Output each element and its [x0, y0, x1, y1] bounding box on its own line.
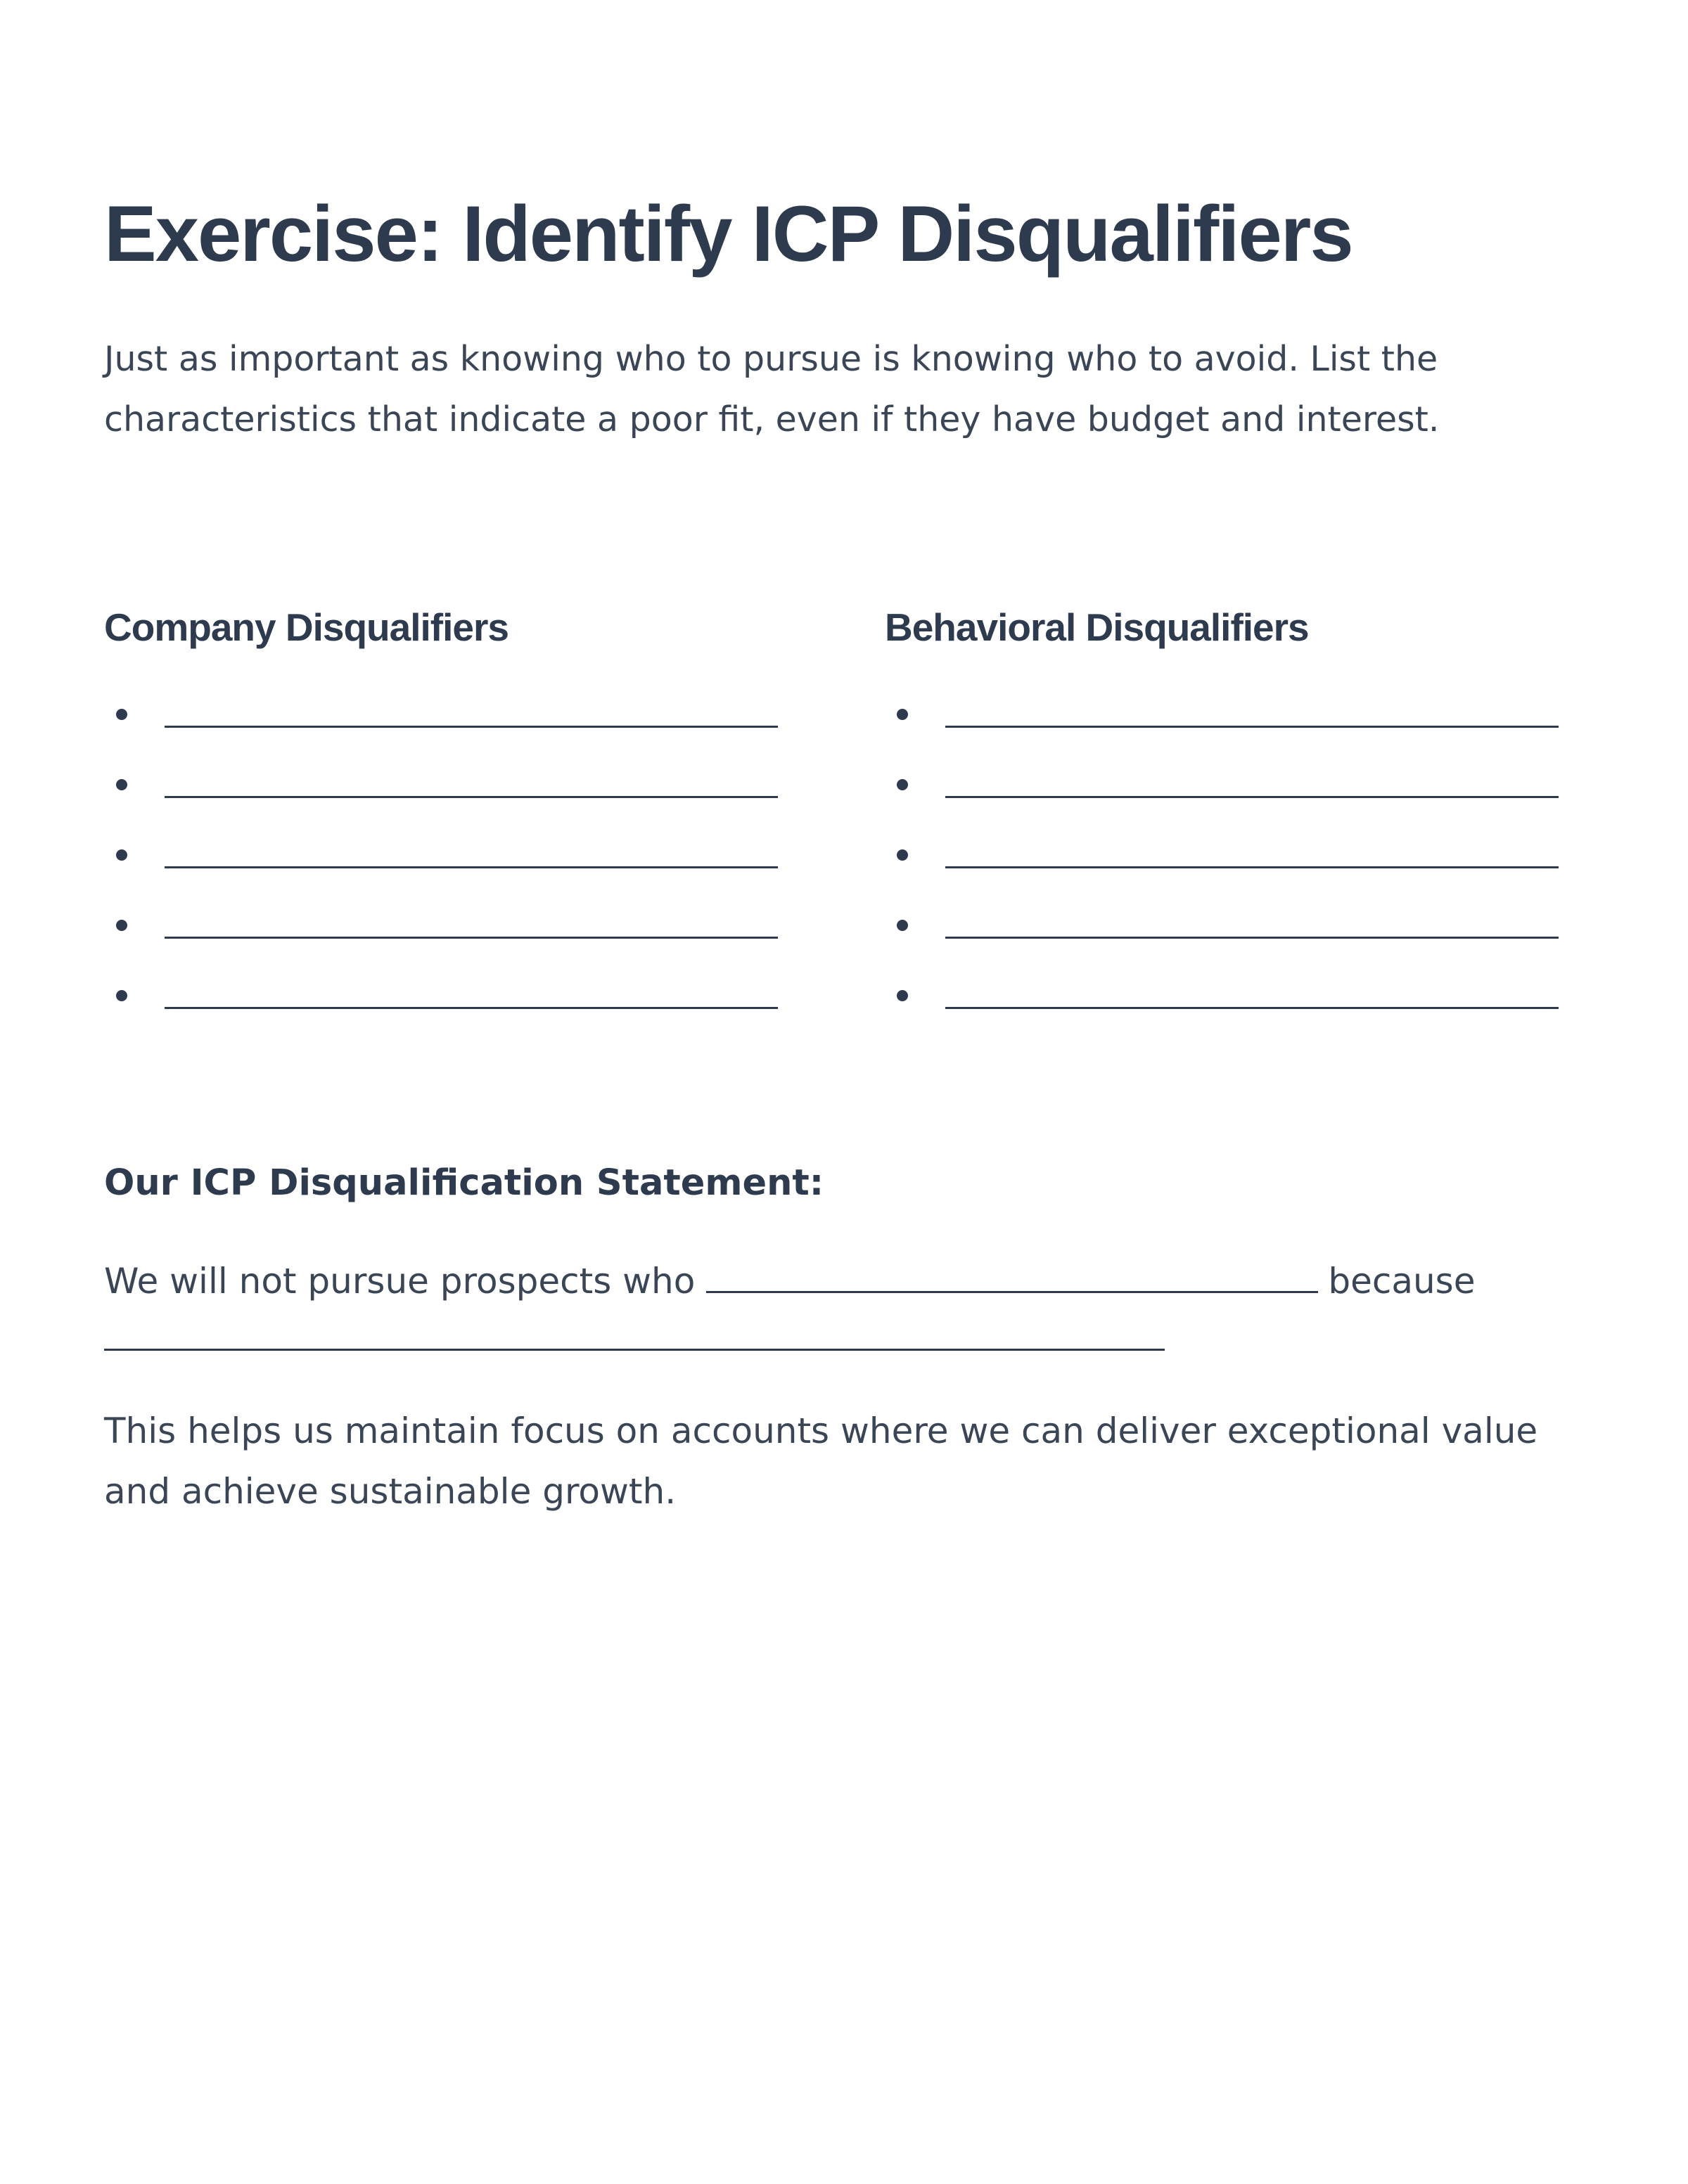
fill-in-blank-line[interactable] [945, 726, 1559, 728]
bullet-icon [897, 709, 908, 720]
list-item [104, 752, 779, 823]
list-item [104, 893, 779, 963]
fill-in-blank-reason[interactable] [104, 1349, 1165, 1351]
list-item [885, 823, 1560, 893]
intro-paragraph: Just as important as knowing who to pursue is knowing who to avoid. List the characteristics that indicate a poor fit, even if they have budget and interest. [104, 339, 1440, 439]
fill-in-blank-line[interactable] [945, 796, 1559, 798]
closing-paragraph: This helps us maintain focus on accounts where we can deliver exceptional value and achieve sustainable growth. [104, 1411, 1538, 1512]
list-item [885, 963, 1560, 1034]
fill-in-blank-line[interactable] [945, 937, 1559, 939]
behavioral-disqualifiers-list [885, 682, 1560, 1034]
bullet-icon [116, 849, 127, 861]
fill-in-blank-line[interactable] [165, 937, 778, 939]
list-item [885, 682, 1560, 752]
behavioral-disqualifiers-heading: Behavioral Disqualifiers [885, 605, 1309, 649]
statement-because: because [1328, 1261, 1476, 1302]
page-title: Exercise: Identify ICP Disqualifiers [104, 190, 1353, 278]
list-item [104, 682, 779, 752]
bullet-icon [116, 920, 127, 931]
list-item [104, 963, 779, 1034]
bullet-icon [116, 779, 127, 790]
fill-in-blank-who[interactable] [706, 1249, 1318, 1293]
fill-in-blank-line[interactable] [165, 726, 778, 728]
fill-in-blank-line[interactable] [945, 1007, 1559, 1009]
statement-heading: Our ICP Disqualification Statement: [104, 1162, 824, 1204]
bullet-icon [897, 779, 908, 790]
bullet-icon [897, 849, 908, 861]
statement-prefix: We will not pursue prospects who [104, 1261, 696, 1302]
bullet-icon [116, 709, 127, 720]
bullet-icon [897, 990, 908, 1001]
fill-in-blank-line[interactable] [165, 796, 778, 798]
list-item [885, 752, 1560, 823]
fill-in-blank-line[interactable] [165, 1007, 778, 1009]
company-disqualifiers-heading: Company Disqualifiers [104, 605, 509, 649]
fill-in-blank-line[interactable] [945, 866, 1559, 868]
company-disqualifiers-list [104, 682, 779, 1034]
company-disqualifiers-section [104, 599, 779, 655]
fill-in-blank-line[interactable] [165, 866, 778, 868]
list-item [104, 823, 779, 893]
statement-sentence [104, 1249, 1584, 1309]
list-item [885, 893, 1560, 963]
bullet-icon [116, 990, 127, 1001]
bullet-icon [897, 920, 908, 931]
behavioral-disqualifiers-section [885, 599, 1560, 655]
